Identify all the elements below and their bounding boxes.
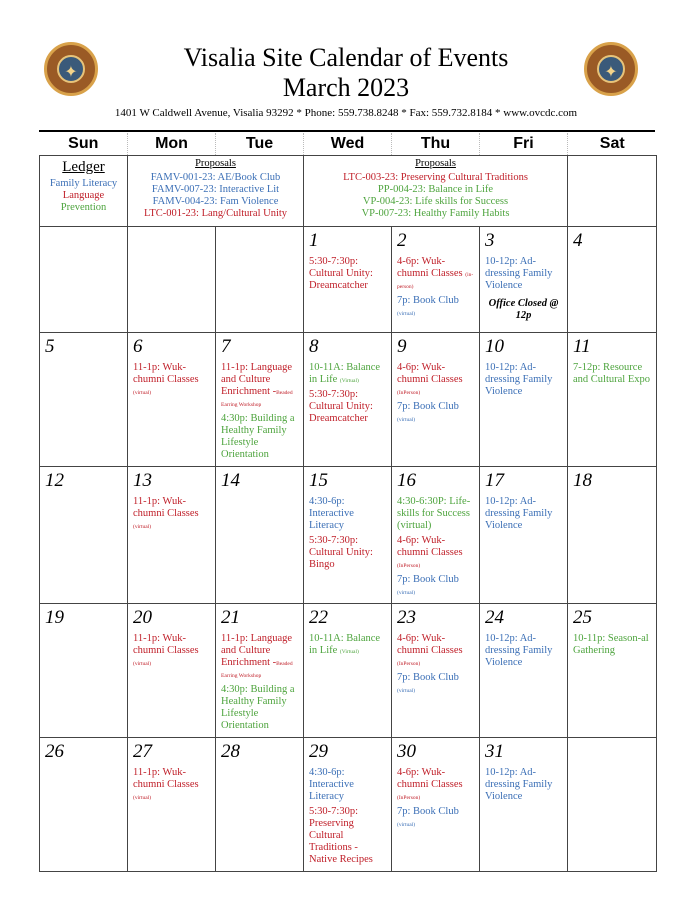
event-text: 4-6p: Wuk-chumni Classes bbox=[397, 535, 463, 558]
day-number: 23 bbox=[397, 607, 416, 628]
ledger-title: Ledger bbox=[62, 159, 105, 175]
day-number: 1 bbox=[309, 230, 319, 251]
event-text: 7p: Book Club bbox=[397, 295, 459, 306]
proposal-item: LTC-003-23: Preserving Cultural Traditions bbox=[343, 172, 528, 183]
day-cell-10 bbox=[480, 333, 568, 467]
event-interactive-literacy: 4:30-6p: Interactive Literacy bbox=[309, 496, 354, 531]
legend-row bbox=[40, 156, 657, 227]
day-number: 28 bbox=[221, 741, 240, 762]
week-row-1 bbox=[40, 227, 657, 333]
proposal-item: FAMV-007-23: Interactive Lit bbox=[151, 184, 280, 195]
day-cell-18 bbox=[568, 467, 657, 604]
event-balance-life bbox=[309, 633, 386, 657]
proposal-item: VP-007-23: Healthy Family Habits bbox=[361, 208, 510, 219]
ledger-prevention: Prevention bbox=[60, 202, 107, 213]
day-number: 20 bbox=[133, 607, 152, 628]
day-number: 30 bbox=[397, 741, 416, 762]
event-wukchumni bbox=[397, 633, 474, 669]
event-book-club bbox=[397, 401, 474, 425]
day-number: 26 bbox=[45, 741, 64, 762]
week-row-2 bbox=[40, 333, 657, 467]
day-number: 19 bbox=[45, 607, 64, 628]
day-cell-2 bbox=[392, 227, 480, 333]
day-number: 27 bbox=[133, 741, 152, 762]
event-text: 4-6p: Wuk-chumni Classes bbox=[397, 256, 463, 279]
event-book-club bbox=[397, 295, 474, 319]
ledger-cell bbox=[40, 156, 128, 227]
day-number: 6 bbox=[133, 336, 143, 357]
event-book-club bbox=[397, 574, 474, 598]
event-life-skills: 4:30-6:30P: Life-skills for Success (virtual) bbox=[397, 496, 471, 531]
day-cell-5 bbox=[40, 333, 128, 467]
header-rule bbox=[39, 130, 655, 132]
day-number: 21 bbox=[221, 607, 240, 628]
event-mode: (virtual) bbox=[397, 311, 416, 317]
day-cell-28 bbox=[216, 738, 304, 872]
day-number: 3 bbox=[485, 230, 495, 251]
weekday-mon: Mon bbox=[128, 133, 216, 156]
week-row-3 bbox=[40, 467, 657, 604]
legend-empty-cell bbox=[568, 156, 657, 227]
day-number: 12 bbox=[45, 470, 64, 491]
event-mode: (virtual) bbox=[397, 590, 416, 596]
weekday-fri: Fri bbox=[480, 133, 568, 156]
ovcdc-logo-right: ✦ bbox=[584, 42, 638, 96]
proposal-item: FAMV-001-23: AE/Book Club bbox=[150, 172, 281, 183]
ledger-language: Language bbox=[62, 190, 105, 201]
event-text: 11-1p: Wuk-chumni Classes bbox=[133, 767, 199, 790]
day-number: 2 bbox=[397, 230, 407, 251]
event-book-club bbox=[397, 672, 474, 696]
day-number: 22 bbox=[309, 607, 328, 628]
event-family-violence: 10-12p: Ad-dressing Family Violence bbox=[485, 767, 553, 802]
event-text: 10-11A: Balance in Life bbox=[309, 633, 381, 656]
event-mode: (Virtual) bbox=[339, 378, 359, 384]
week-row-5 bbox=[40, 738, 657, 872]
event-wukchumni bbox=[397, 256, 474, 292]
day-cell-11 bbox=[568, 333, 657, 467]
proposals-heading: Proposals bbox=[195, 158, 236, 169]
event-family-violence: 10-12p: Ad-dressing Family Violence bbox=[485, 633, 553, 668]
event-text: 11-1p: Language and Culture Enrichment - bbox=[221, 633, 293, 668]
event-cultural-unity: 5:30-7:30p: Cultural Unity: Bingo bbox=[309, 535, 373, 570]
event-mode: (virtual) bbox=[133, 661, 152, 667]
office-closed-note: Office Closed @ 12p bbox=[488, 298, 559, 321]
day-number: 29 bbox=[309, 741, 328, 762]
day-cell-4 bbox=[568, 227, 657, 333]
day-cell-24 bbox=[480, 604, 568, 738]
day-cell-15 bbox=[304, 467, 392, 604]
event-text: 11-1p: Wuk-chumni Classes bbox=[133, 362, 199, 385]
day-number: 14 bbox=[221, 470, 240, 491]
day-number: 5 bbox=[45, 336, 55, 357]
event-cultural-unity: 5:30-7:30p: Cultural Unity: Dreamcatcher bbox=[309, 256, 373, 291]
day-number: 8 bbox=[309, 336, 319, 357]
day-number: 10 bbox=[485, 336, 504, 357]
event-wukchumni bbox=[133, 633, 210, 669]
event-cultural-traditions: 5:30-7:30p: Preserving Cultural Traditions - Native Recipes bbox=[309, 806, 373, 865]
ledger-family-literacy: Family Literacy bbox=[49, 178, 118, 189]
event-text: 10-11A: Balance in Life bbox=[309, 362, 381, 385]
event-wukchumni bbox=[397, 535, 474, 571]
day-cell-1 bbox=[304, 227, 392, 333]
event-text: 11-1p: Wuk-chumni Classes bbox=[133, 633, 199, 656]
event-text: 7p: Book Club bbox=[397, 401, 459, 412]
event-family-violence: 10-12p: Ad-dressing Family Violence bbox=[485, 496, 553, 531]
day-cell-17 bbox=[480, 467, 568, 604]
event-seasonal-gathering: 10-11p: Season-al Gathering bbox=[573, 633, 649, 656]
event-text: 7p: Book Club bbox=[397, 672, 459, 683]
day-number: 25 bbox=[573, 607, 592, 628]
event-text: 7p: Book Club bbox=[397, 574, 459, 585]
event-text: 11-1p: Language and Culture Enrichment - bbox=[221, 362, 293, 397]
day-cell-22 bbox=[304, 604, 392, 738]
day-cell-30 bbox=[392, 738, 480, 872]
day-number: 18 bbox=[573, 470, 592, 491]
empty-day-cell bbox=[128, 227, 216, 333]
event-mode: (in-person) bbox=[397, 272, 474, 290]
proposal-item: FAMV-004-23: Fam Violence bbox=[152, 196, 279, 207]
day-cell-3 bbox=[480, 227, 568, 333]
event-language-culture bbox=[221, 362, 298, 410]
day-number: 31 bbox=[485, 741, 504, 762]
weekday-sat: Sat bbox=[568, 133, 657, 156]
event-resource-expo: 7-12p: Resource and Cultural Expo bbox=[573, 362, 650, 385]
weekday-sun: Sun bbox=[40, 133, 128, 156]
day-number: 15 bbox=[309, 470, 328, 491]
calendar-month: March 2023 bbox=[282, 73, 410, 102]
day-cell-9 bbox=[392, 333, 480, 467]
proposal-item: LTC-001-23: Lang/Cultural Unity bbox=[143, 208, 288, 219]
event-mode: (virtual) bbox=[133, 390, 152, 396]
event-mode: (InPerson) bbox=[397, 661, 421, 667]
day-cell-26 bbox=[40, 738, 128, 872]
empty-day-cell bbox=[40, 227, 128, 333]
weekday-tue: Tue bbox=[216, 133, 304, 156]
event-mode: (InPerson) bbox=[397, 795, 421, 801]
day-cell-19 bbox=[40, 604, 128, 738]
event-healthy-family: 4:30p: Building a Healthy Family Lifestyle Orientation bbox=[221, 684, 295, 731]
day-cell-16 bbox=[392, 467, 480, 604]
day-number: 24 bbox=[485, 607, 504, 628]
proposals-heading: Proposals bbox=[415, 158, 456, 169]
event-balance-life bbox=[309, 362, 386, 386]
day-cell-27 bbox=[128, 738, 216, 872]
week-row-4 bbox=[40, 604, 657, 738]
empty-day-cell bbox=[568, 738, 657, 872]
event-mode: (virtual) bbox=[133, 524, 152, 530]
day-cell-12 bbox=[40, 467, 128, 604]
event-wukchumni bbox=[397, 767, 474, 803]
day-cell-13 bbox=[128, 467, 216, 604]
day-cell-6 bbox=[128, 333, 216, 467]
event-mode: (Virtual) bbox=[339, 649, 359, 655]
event-mode: (virtual) bbox=[397, 688, 416, 694]
event-mode: (virtual) bbox=[397, 417, 416, 423]
day-number: 11 bbox=[573, 336, 591, 357]
proposal-item: VP-004-23: Life skills for Success bbox=[362, 196, 509, 207]
weekday-wed: Wed bbox=[304, 133, 392, 156]
proposals-cell-2 bbox=[304, 156, 568, 227]
event-family-violence: 10-12p: Ad-dressing Family Violence bbox=[485, 362, 553, 397]
event-mode: (InPerson) bbox=[397, 390, 421, 396]
day-number: 9 bbox=[397, 336, 407, 357]
event-text: 4-6p: Wuk-chumni Classes bbox=[397, 362, 463, 385]
calendar-grid bbox=[39, 133, 657, 872]
day-number: 13 bbox=[133, 470, 152, 491]
ovcdc-logo-left: ✦ bbox=[44, 42, 98, 96]
day-cell-21 bbox=[216, 604, 304, 738]
event-text: 4-6p: Wuk-chumni Classes bbox=[397, 633, 463, 656]
day-cell-31 bbox=[480, 738, 568, 872]
event-language-culture bbox=[221, 633, 298, 681]
day-cell-14 bbox=[216, 467, 304, 604]
contact-address: 1401 W Caldwell Avenue, Visalia 93292 * Phone: 559.738.8248 * Fax: 559.732.8184 * www.ovcdc.com bbox=[114, 107, 578, 119]
day-number: 16 bbox=[397, 470, 416, 491]
proposal-item: PP-004-23: Balance in Life bbox=[377, 184, 494, 195]
day-number: 7 bbox=[221, 336, 231, 357]
weekday-header-row bbox=[40, 133, 657, 156]
event-wukchumni bbox=[133, 767, 210, 803]
event-mode: (virtual) bbox=[133, 795, 152, 801]
day-cell-23 bbox=[392, 604, 480, 738]
weekday-thu: Thu bbox=[392, 133, 480, 156]
event-cultural-unity: 5:30-7:30p: Cultural Unity: Dreamcatcher bbox=[309, 389, 373, 424]
day-cell-20 bbox=[128, 604, 216, 738]
day-number: 4 bbox=[573, 230, 583, 251]
day-cell-7 bbox=[216, 333, 304, 467]
empty-day-cell bbox=[216, 227, 304, 333]
event-wukchumni bbox=[397, 362, 474, 398]
event-text: 11-1p: Wuk-chumni Classes bbox=[133, 496, 199, 519]
event-wukchumni bbox=[133, 362, 210, 398]
event-family-violence: 10-12p: Ad-dressing Family Violence bbox=[485, 256, 553, 291]
event-detail: Beaded Earring Workshop bbox=[221, 390, 293, 408]
day-cell-29 bbox=[304, 738, 392, 872]
event-mode: (virtual) bbox=[397, 822, 416, 828]
day-cell-25 bbox=[568, 604, 657, 738]
event-healthy-family: 4:30p: Building a Healthy Family Lifestyle Orientation bbox=[221, 413, 295, 460]
event-wukchumni bbox=[133, 496, 210, 532]
event-mode: (InPerson) bbox=[397, 563, 421, 569]
event-text: 4-6p: Wuk-chumni Classes bbox=[397, 767, 463, 790]
day-cell-8 bbox=[304, 333, 392, 467]
day-number: 17 bbox=[485, 470, 504, 491]
event-text: 7p: Book Club bbox=[397, 806, 459, 817]
calendar-title: Visalia Site Calendar of Events bbox=[183, 43, 509, 72]
event-book-club bbox=[397, 806, 474, 830]
event-detail: Beaded Earring Workshop bbox=[221, 661, 293, 679]
proposals-cell-1 bbox=[128, 156, 304, 227]
event-interactive-literacy: 4:30-6p: Interactive Literacy bbox=[309, 767, 354, 802]
